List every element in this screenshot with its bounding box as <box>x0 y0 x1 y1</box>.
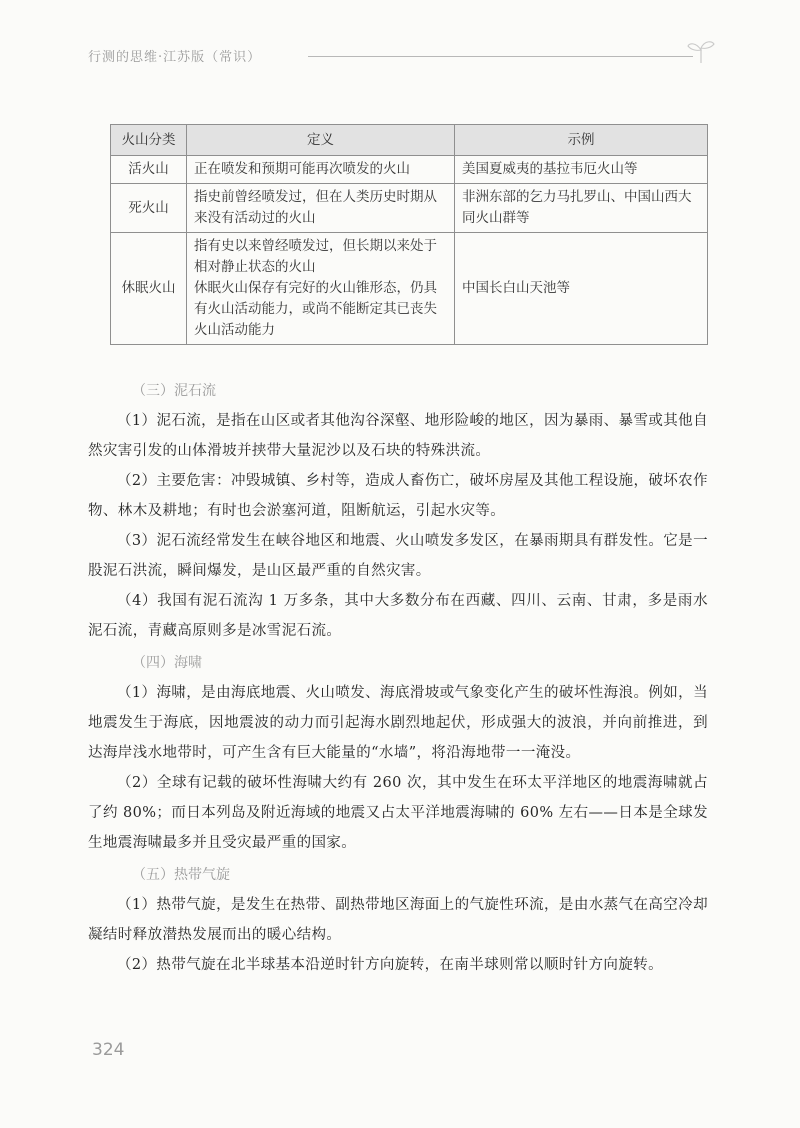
cell-definition-line-1: 指有史以来曾经喷发过，但长期以来处于相对静止状态的火山 <box>194 238 437 275</box>
header-rule <box>308 56 693 57</box>
column-header-definition: 定义 <box>187 125 455 156</box>
paragraph: （2）全球有记载的破坏性海啸大约有 260 次，其中发生在环太平洋地区的地震海啸就占了约 80%；而日本列岛及附近海域的地震又占太平洋地震海啸的 60% 左右——日本是全球发生地震海啸最多并且受灾最严重的国家。 <box>88 775 708 851</box>
paragraph: （2）主要危害：冲毁城镇、乡村等，造成人畜伤亡，破坏房屋及其他工程设施，破坏农作物、林木及耕地；有时也会淤塞河道，阻断航运，引起水灾等。 <box>88 473 708 519</box>
table-row <box>111 184 708 233</box>
running-header-title: 行测的思维·江苏版（常识） <box>88 50 262 65</box>
column-header-category: 火山分类 <box>111 125 187 156</box>
body-text <box>88 376 708 982</box>
section-heading: （三）泥石流 <box>132 383 216 399</box>
cell-category: 休眠火山 <box>111 233 187 345</box>
section-tsunami <box>88 648 708 858</box>
cell-example: 中国长白山天池等 <box>455 233 708 345</box>
table-row <box>111 156 708 184</box>
cell-example: 非洲东部的乞力马扎罗山、中国山西大同火山群等 <box>455 184 708 233</box>
cell-example: 美国夏威夷的基拉韦厄火山等 <box>455 156 708 184</box>
cell-definition: 指史前曾经喷发过，但在人类历史时期从来没有活动过的火山 <box>187 184 455 233</box>
paragraph: （1）泥石流，是指在山区或者其他沟谷深壑、地形险峻的地区，因为暴雨、暴雪或其他自然灾害引发的山体滑坡并挟带大量泥沙以及石块的特殊洪流。 <box>88 413 708 459</box>
volcano-classification-table <box>110 124 708 345</box>
cell-category: 活火山 <box>111 156 187 184</box>
paragraph: （1）热带气旋，是发生在热带、副热带地区海面上的气旋性环流，是由水蒸气在高空冷却凝结时释放潜热发展而出的暖心结构。 <box>88 897 708 943</box>
cell-definition-line-2: 休眠火山保存有完好的火山锥形态，仍具有火山活动能力，或尚不能断定其已丧失火山活动能力 <box>194 280 437 338</box>
paragraph: （4）我国有泥石流沟 1 万多条，其中大多数分布在西藏、四川、云南、甘肃，多是雨水泥石流，青藏高原则多是冰雪泥石流。 <box>88 593 708 639</box>
paragraph: （3）泥石流经常发生在峡谷地区和地震、火山喷发多发区，在暴雨期具有群发性。它是一股泥石洪流，瞬间爆发，是山区最严重的自然灾害。 <box>88 533 708 579</box>
section-heading: （五）热带气旋 <box>132 867 230 883</box>
sprout-icon <box>686 38 716 64</box>
section-mudslide <box>88 376 708 646</box>
section-heading: （四）海啸 <box>132 655 202 671</box>
section-tropical-cyclone <box>88 860 708 980</box>
column-header-example: 示例 <box>455 125 708 156</box>
table-header-row <box>111 125 708 156</box>
cell-definition <box>187 233 455 345</box>
cell-category: 死火山 <box>111 184 187 233</box>
page-number: 324 <box>92 1040 125 1060</box>
paragraph: （1）海啸，是由海底地震、火山喷发、海底滑坡或气象变化产生的破坏性海浪。例如，当地震发生于海底，因地震波的动力而引起海水剧烈地起伏，形成强大的波浪，并向前推进，到达海岸浅水地带时，可产生含有巨大能量的“水墙”，将沿海地带一一淹没。 <box>88 685 708 761</box>
table-row <box>111 233 708 345</box>
cell-definition: 正在喷发和预期可能再次喷发的火山 <box>187 156 455 184</box>
running-header <box>88 36 718 76</box>
paragraph: （2）热带气旋在北半球基本沿逆时针方向旋转，在南半球则常以顺时针方向旋转。 <box>117 957 664 973</box>
